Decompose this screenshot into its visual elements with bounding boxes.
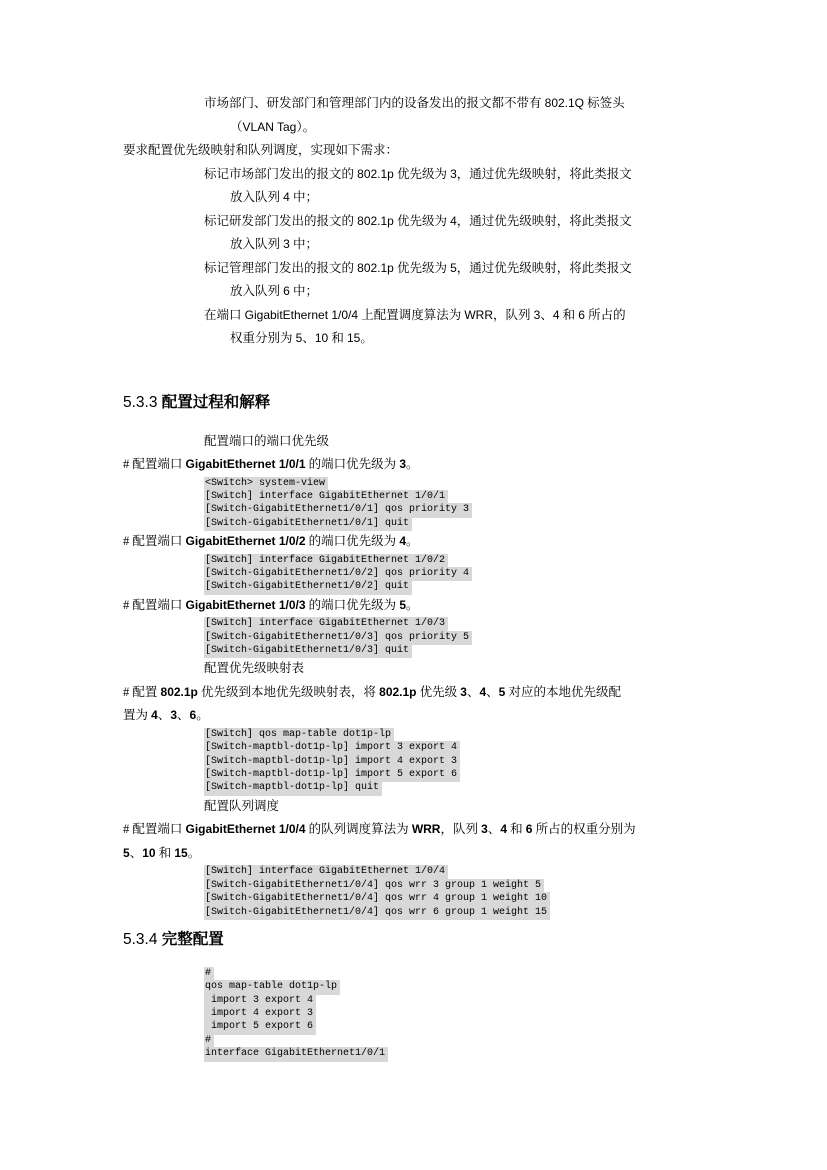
code-block-port-1-0-2 [204, 554, 727, 594]
code-line [204, 477, 727, 490]
code-text: [Switch-GigabitEthernet1/0/3] quit [204, 644, 412, 658]
para-configure-port-3 [123, 594, 727, 618]
text-run: 配置优先级映射表 [204, 661, 305, 676]
text-run: 。 [196, 708, 209, 723]
text-run: 的端口优先级为 [305, 457, 400, 471]
text-run: 4 [552, 307, 560, 322]
text-run: 标记管理部门发出的报文的 [204, 260, 358, 275]
text-run: 4 [399, 534, 406, 549]
text-run: 5 [450, 260, 457, 275]
code-text: [Switch] interface GigabitEthernet 1/0/4 [204, 865, 448, 879]
paragraph-line [204, 657, 727, 681]
paragraph-line [204, 92, 727, 116]
text-run: 对应的本地优先级配 [505, 684, 621, 699]
paragraph-line [123, 818, 727, 842]
code-text: <Switch> system-view [204, 477, 328, 491]
paragraph-line [123, 842, 727, 866]
text-run: WRR [464, 307, 493, 322]
text-run: GigabitEthernet 1/0/1 [185, 457, 306, 471]
code-line [204, 580, 727, 593]
text-run: # 配置 [123, 684, 161, 699]
code-line [204, 994, 727, 1007]
text-run: 标记市场部门发出的报文的 [204, 166, 358, 181]
text-run: 、 [486, 684, 499, 699]
code-line [204, 755, 727, 768]
text-run: 标签头 [584, 96, 625, 110]
text-run: 的端口优先级为 [305, 534, 400, 549]
text-run: 4 [450, 213, 457, 228]
text-run: 、 [540, 307, 553, 322]
code-text: import 5 export 6 [204, 1020, 316, 1034]
text-run: 802.1p [357, 166, 394, 181]
paragraph-line [204, 304, 727, 328]
code-text: import 3 export 4 [204, 994, 316, 1008]
code-text: [Switch] interface GigabitEthernet 1/0/2 [204, 554, 448, 568]
paragraph-line [230, 116, 727, 140]
paragraph-line [204, 795, 727, 819]
text-run: ，队列 [440, 822, 482, 837]
para-configure-maptable [123, 681, 727, 728]
code-text: [Switch] interface GigabitEthernet 1/0/3 [204, 617, 448, 631]
text-run: 802.1Q [544, 96, 585, 110]
text-run: 的端口优先级为 [305, 597, 400, 612]
code-line [204, 728, 727, 741]
code-text: # [204, 967, 214, 981]
text-run: 、 [129, 845, 143, 860]
text-run: 3 [283, 237, 290, 251]
text-run: 优先级 [416, 684, 461, 699]
text-run: 802.1p [357, 213, 394, 228]
paragraph-line [123, 530, 727, 554]
text-run: # 配置端口 [123, 822, 186, 837]
text-run: 所占的权重分别为 [532, 822, 636, 837]
text-run: （ [230, 119, 243, 134]
text-run: GigabitEthernet 1/0/2 [185, 534, 306, 549]
code-line [204, 865, 727, 878]
code-line [204, 1034, 727, 1047]
text-run: 优先级为 [393, 166, 451, 181]
text-run: 802.1p [357, 260, 394, 275]
text-run: 、 [487, 822, 501, 837]
text-run: 。 [360, 331, 373, 345]
text-run: 3 [450, 166, 457, 181]
text-run: 要求配置优先级映射和队列调度，实现如下需求： [123, 143, 399, 157]
text-run: 10 [314, 331, 329, 345]
paragraph-line [230, 280, 727, 304]
code-line [204, 503, 727, 516]
paragraph-line [230, 327, 727, 351]
code-text: [Switch-GigabitEthernet1/0/3] qos priority 5 [204, 631, 472, 645]
code-text: [Switch-GigabitEthernet1/0/4] qos wrr 6 group 1 weight 15 [204, 906, 550, 920]
text-run: 所占的 [584, 307, 626, 322]
paragraph-line [204, 163, 727, 187]
code-text: [Switch-GigabitEthernet1/0/1] qos priority 3 [204, 503, 472, 517]
code-text: import 4 export 3 [204, 1007, 316, 1021]
text-run: 6 [283, 284, 290, 298]
text-run: 优先级为 [393, 260, 451, 275]
text-run: WRR [411, 822, 441, 837]
text-run: 优先级为 [393, 213, 451, 228]
code-line [204, 517, 727, 530]
text-run: 放入队列 [230, 284, 284, 298]
text-run: ，队列 [493, 307, 534, 322]
code-block-port-1-0-3 [204, 617, 727, 657]
text-run: 、 [157, 708, 171, 723]
text-run: 4 [479, 684, 487, 699]
section-title: 完整配置 [161, 930, 224, 948]
text-run: 、 [302, 331, 315, 345]
text-run: # 配置端口 [123, 597, 186, 612]
text-run: 5 [498, 684, 506, 699]
para-configure-port-priority [123, 430, 727, 477]
text-run: 。 [187, 845, 201, 860]
text-run: 3 [533, 307, 541, 322]
code-line [204, 1007, 727, 1020]
paragraph-line [204, 430, 727, 454]
code-line [204, 768, 727, 781]
para-configure-port-2 [123, 530, 727, 554]
text-run: 4 [500, 822, 508, 837]
text-run: 6 [525, 822, 533, 837]
code-line [204, 980, 727, 993]
text-run: 置为 [123, 708, 152, 723]
paragraph-line [123, 681, 727, 705]
text-run: 市场部门、研发部门和管理部门内的设备发出的报文都不带有 [204, 96, 545, 110]
text-run: 802.1p [160, 684, 198, 699]
text-run: 3 [460, 684, 467, 699]
text-run: 标记研发部门发出的报文的 [204, 213, 358, 228]
code-line [204, 567, 727, 580]
text-run: 中； [289, 237, 318, 251]
code-text: [Switch-GigabitEthernet1/0/4] qos wrr 4 group 1 weight 10 [204, 892, 550, 906]
text-run: ，通过优先级映射，将此类报文 [456, 213, 632, 228]
text-run: 中； [289, 190, 318, 204]
text-run: 802.1p [379, 684, 417, 699]
section-heading-5-3-3 [123, 392, 727, 414]
text-run: 。 [406, 534, 419, 549]
code-line [204, 617, 727, 630]
text-run: 和 [507, 822, 526, 837]
code-block-port-1-0-1 [204, 477, 727, 531]
paragraph-line [230, 186, 727, 210]
code-text: [Switch-GigabitEthernet1/0/2] qos priority 4 [204, 567, 472, 581]
code-block-wrr [204, 865, 727, 919]
code-text: interface GigabitEthernet1/0/1 [204, 1047, 388, 1061]
text-run: 6 [189, 708, 197, 723]
text-run: # 配置端口 [123, 457, 186, 471]
text-run: 。 [406, 597, 419, 612]
text-run: 优先级到本地优先级映射表，将 [197, 684, 380, 699]
code-text: # [204, 1034, 214, 1048]
section-number: 5.3.4 [123, 930, 162, 948]
text-run: 和 [328, 331, 347, 345]
code-line [204, 631, 727, 644]
code-text: [Switch-GigabitEthernet1/0/1] quit [204, 517, 412, 531]
text-run: ，通过优先级映射，将此类报文 [456, 166, 632, 181]
text-run: 和 [559, 307, 579, 322]
text-run: 配置端口的端口优先级 [204, 433, 330, 448]
text-run: 在端口 [204, 307, 245, 322]
text-run: 5 [399, 597, 406, 612]
paragraph-line [204, 210, 727, 234]
text-run: 、 [466, 684, 480, 699]
paragraph-line [123, 594, 727, 618]
text-run: VLAN Tag [242, 119, 297, 134]
text-run: 的队列调度算法为 [305, 822, 412, 837]
code-text: [Switch-maptbl-dot1p-lp] import 3 export 4 [204, 741, 460, 755]
code-line [204, 741, 727, 754]
code-text: [Switch-GigabitEthernet1/0/4] qos wrr 3 group 1 weight 5 [204, 879, 544, 893]
code-line [204, 906, 727, 919]
code-block-maptable [204, 728, 727, 795]
text-run: 3 [481, 822, 488, 837]
code-line [204, 892, 727, 905]
text-run: 3 [170, 708, 178, 723]
code-text: [Switch-GigabitEthernet1/0/2] quit [204, 580, 412, 594]
text-run: 5 [123, 845, 130, 860]
text-run: 4 [283, 190, 290, 204]
para-maptable-label [123, 657, 727, 681]
text-run: 6 [578, 307, 585, 322]
code-line [204, 554, 727, 567]
code-text: [Switch-maptbl-dot1p-lp] import 5 export 6 [204, 768, 460, 782]
text-run: ）。 [296, 119, 316, 134]
code-text: qos map-table dot1p-lp [204, 980, 340, 994]
code-line [204, 1047, 727, 1060]
para-configure-wrr [123, 818, 727, 865]
section-title: 配置过程和解释 [161, 393, 271, 411]
text-run: 。 [406, 457, 419, 471]
text-run: 和 [155, 845, 175, 860]
code-line [204, 1020, 727, 1033]
text-run: 3 [399, 457, 406, 471]
code-text: [Switch-maptbl-dot1p-lp] quit [204, 781, 382, 795]
section-heading-5-3-4 [123, 929, 727, 951]
text-run: 4 [151, 708, 158, 723]
code-line [204, 967, 727, 980]
text-run: 放入队列 [230, 237, 284, 251]
text-run: # 配置端口 [123, 534, 186, 549]
code-text: [Switch] interface GigabitEthernet 1/0/1 [204, 490, 448, 504]
code-line [204, 879, 727, 892]
text-run: GigabitEthernet 1/0/4 [244, 307, 359, 322]
code-line [204, 644, 727, 657]
text-run: 放入队列 [230, 190, 284, 204]
text-run: 10 [142, 845, 156, 860]
intro-requirements-paragraphs [123, 92, 727, 351]
text-run: ，通过优先级映射，将此类报文 [456, 260, 632, 275]
text-run: 、 [177, 708, 190, 723]
paragraph-line [123, 704, 727, 728]
code-block-full-config [204, 967, 727, 1061]
paragraph-line [230, 233, 727, 257]
paragraph-line [123, 139, 727, 163]
paragraph-line [204, 257, 727, 281]
text-run: 15 [346, 331, 361, 345]
text-run: 中； [289, 284, 318, 298]
text-run: 配置队列调度 [204, 798, 280, 813]
code-line [204, 781, 727, 794]
para-queue-scheduling-label [123, 795, 727, 819]
code-line [204, 490, 727, 503]
text-run: GigabitEthernet 1/0/3 [185, 597, 306, 612]
section-number: 5.3.3 [123, 393, 162, 411]
text-run: 上配置调度算法为 [358, 307, 465, 322]
code-text: [Switch-maptbl-dot1p-lp] import 4 export 3 [204, 755, 460, 769]
paragraph-line [123, 453, 727, 477]
text-run: GigabitEthernet 1/0/4 [185, 822, 306, 837]
text-run: 权重分别为 [230, 331, 296, 345]
text-run: 5 [295, 331, 303, 345]
code-text: [Switch] qos map-table dot1p-lp [204, 728, 394, 742]
text-run: 15 [174, 845, 188, 860]
